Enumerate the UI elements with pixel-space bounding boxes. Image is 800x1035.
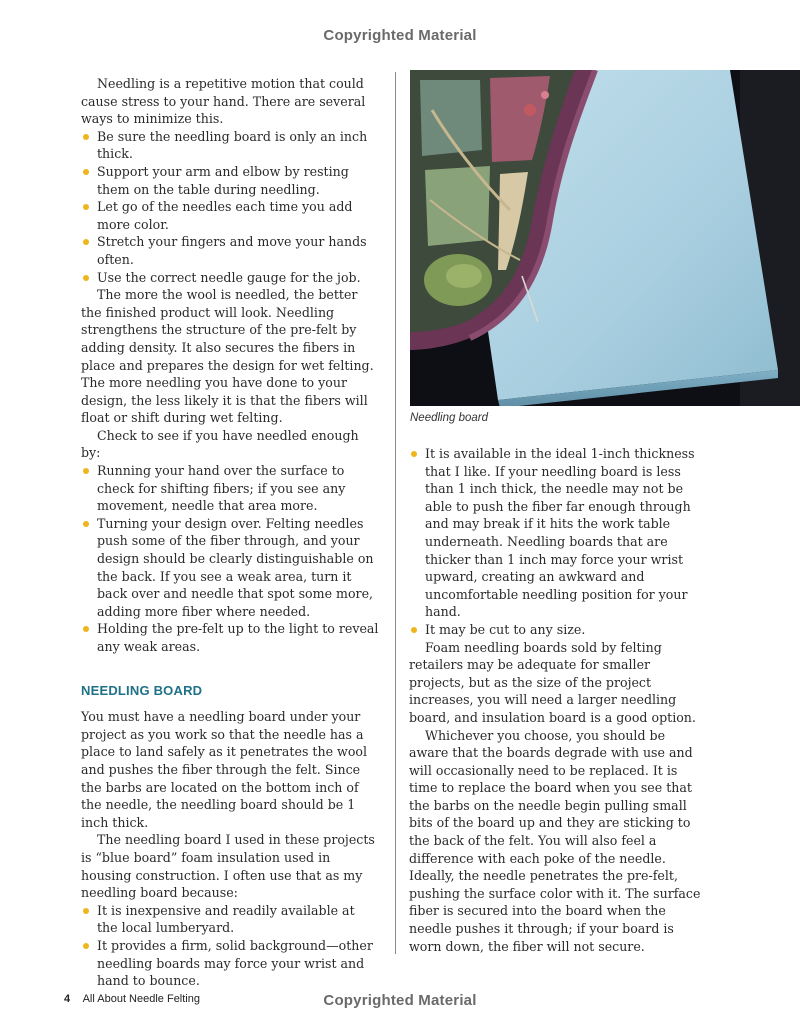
- copyright-watermark-bottom: Copyrighted Material: [323, 992, 477, 1009]
- copyright-watermark-top: Copyrighted Material: [323, 27, 477, 44]
- more-wool-paragraph: The more the wool is needled, the better the finished product will look. Needling strengthens the structure of the pre-felt by adding density. It also secures the fibers in place and prepares the design for wet felting. The more needling you have done to your design, the less likely it is that the fibers will float or shift during wet felting.: [81, 287, 374, 426]
- intro-paragraph: Needling is a repetitive motion that could cause stress to your hand. There are several ways to minimize this.: [81, 76, 366, 127]
- reasons-list: [81, 902, 379, 990]
- check-intro-paragraph: Check to see if you have needled enough by:: [81, 427, 359, 461]
- list-item: Let go of the needles each time you add more color.: [81, 198, 379, 233]
- list-item: Turning your design over. Felting needles push some of the fiber through, and your design should be clearly distinguishable on the back. If you see a weak area, turn it back over and needle that spot some more, adding more fiber where needed.: [81, 515, 379, 621]
- section-heading: NEEDLING BOARD: [81, 682, 203, 698]
- left-column: [81, 75, 379, 990]
- book-title: All About Needle Felting: [82, 993, 200, 1005]
- list-item: It is available in the ideal 1-inch thickness that I like. If your needling board is less than 1 inch thick, the needle may not be able to push the fiber far enough through and may break if it hits the work table underneath. Needling boards that are thicker than 1 inch may force your wrist upward, creating an awkward and uncomfortable needling position for your hand.: [409, 445, 707, 621]
- board-paragraph-2: The needling board I used in these projects is “blue board” foam insulation used in housing construction. I often use that as my needling board because:: [81, 832, 375, 901]
- column-divider: [395, 72, 396, 954]
- board-paragraph-1: You must have a needling board under your project as you work so that the needle has a place to land safely as it penetrates the wool and pushes the fiber through the felt. Since the barbs are located on the bottom inch of the needle, the needling board should be 1 inch thick.: [81, 709, 368, 830]
- foam-paragraph: Foam needling boards sold by felting retailers may be adequate for smaller projects, but as the size of the project increases, you will need a larger needling board, and insulation board is a good option.: [409, 639, 696, 725]
- list-item: It may be cut to any size.: [409, 621, 707, 639]
- list-item: Support your arm and elbow by resting them on the table during needling.: [81, 163, 379, 198]
- whichever-paragraph: Whichever you choose, you should be aware that the boards degrade with use and will occasionally need to be replaced. It is time to replace the board when you see that the barbs on the needle begin pulling small bits of the board up and they are sticking to the back of the felt. You will also feel a difference with each poke of the needle. Ideally, the needle penetrates the pre-felt, pushing the surface color with it. The surface fiber is secured into the board when the needle pushes it through; if your board is worn down, the fiber will not secure.: [409, 727, 701, 954]
- list-item: Be sure the needling board is only an inch thick.: [81, 128, 379, 163]
- page-number: 4: [64, 993, 71, 1005]
- list-item: Holding the pre-felt up to the light to reveal any weak areas.: [81, 620, 379, 655]
- list-item: Use the correct needle gauge for the job.: [81, 269, 379, 287]
- checks-list: [81, 462, 379, 656]
- list-item: Running your hand over the surface to check for shifting fibers; if you see any movement, needle that area more.: [81, 462, 379, 515]
- list-item: It is inexpensive and readily available at the local lumberyard.: [81, 902, 379, 937]
- list-item: It provides a firm, solid background—other needling boards may force your wrist and hand to bounce.: [81, 937, 379, 990]
- figure-caption: Needling board: [410, 412, 489, 424]
- right-column: [409, 445, 707, 955]
- reasons-list-continued: [409, 445, 707, 639]
- list-item: Stretch your fingers and move your hands often.: [81, 233, 379, 268]
- tips-list: [81, 128, 379, 286]
- needling-board-photo: [410, 70, 800, 406]
